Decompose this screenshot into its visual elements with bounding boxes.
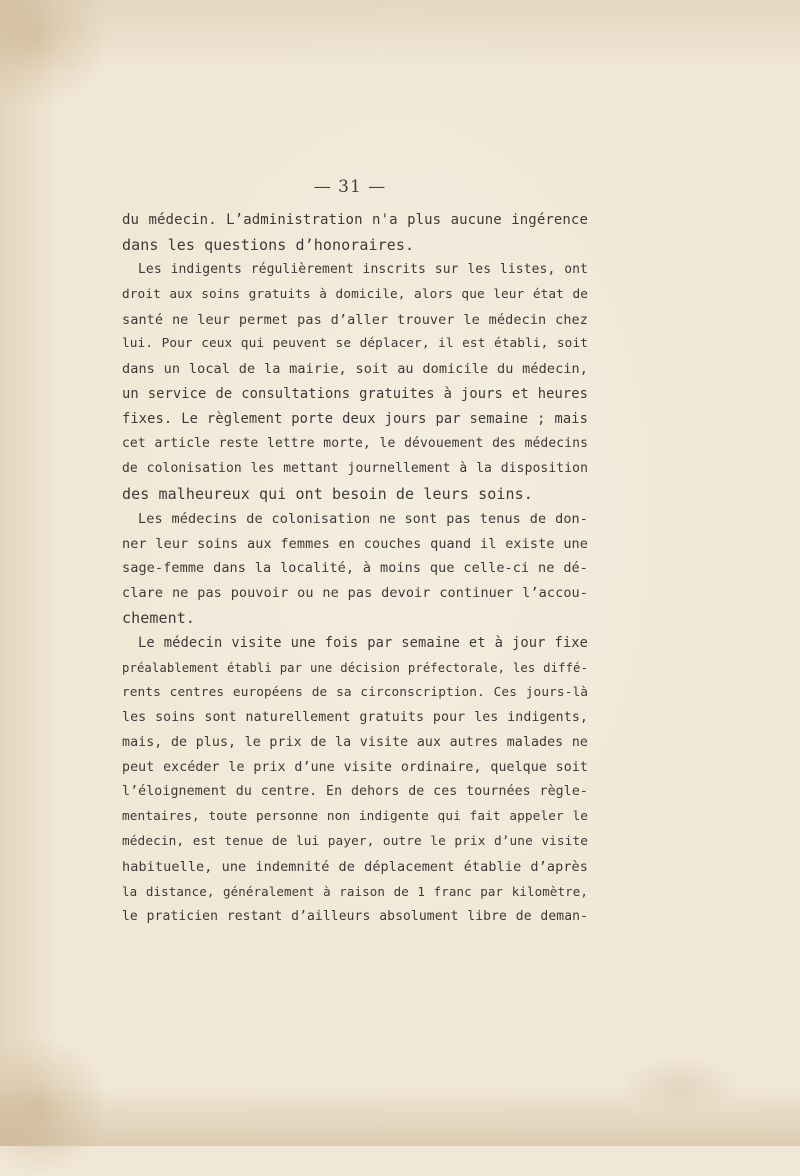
text-line: dans un local de la mairie, soit au domicile du médecin, xyxy=(122,361,588,378)
text-line: des malheureux qui ont besoin de leurs soins. xyxy=(122,484,533,503)
text-line: cet article reste lettre morte, le dévouement des médecins xyxy=(122,436,588,452)
text-line: mentaires, toute personne non indigente qui fait appeler le xyxy=(122,809,588,825)
text-line: un service de consultations gratuites à jours et heures xyxy=(122,386,588,403)
text-line: l’éloignement du centre. En dehors de ces tournées règle- xyxy=(122,784,588,800)
text-line: lui. Pour ceux qui peuvent se déplacer, il est établi, soit xyxy=(122,336,588,352)
text-line: santé ne leur permet pas d’aller trouver le médecin chez xyxy=(122,311,588,328)
text-line: clare ne pas pouvoir ou ne pas devoir continuer l’accou- xyxy=(122,585,588,602)
text-line: Les médecins de colonisation ne sont pas tenus de don- xyxy=(138,510,588,527)
paper-stain-top-left xyxy=(0,0,110,110)
text-line: le praticien restant d’ailleurs absolument libre de deman- xyxy=(122,908,588,924)
text-line: mais, de plus, le prix de la visite aux autres malades ne xyxy=(122,734,588,750)
text-line: dans les questions d’honoraires. xyxy=(122,235,415,254)
body-text xyxy=(122,208,588,930)
text-line: Les indigents régulièrement inscrits sur les listes, ont xyxy=(138,261,588,277)
text-line: les soins sont naturellement gratuits pour les indigents, xyxy=(122,709,588,725)
text-line: du médecin. L’administration n'a plus aucune ingérence xyxy=(122,212,588,228)
text-line: ner leur soins aux femmes en couches quand il existe une xyxy=(122,535,588,552)
text-line: droit aux soins gratuits à domicile, alors que leur état de xyxy=(122,286,588,302)
paper-stain-bottom-left xyxy=(0,1036,110,1176)
text-line: fixes. Le règlement porte deux jours par semaine ; mais xyxy=(122,411,588,428)
text-line: Le médecin visite une fois par semaine et à jour fixe xyxy=(138,635,588,652)
text-line: peut excéder le prix d’une visite ordinaire, quelque soit xyxy=(122,759,588,775)
text-line: médecin, est tenue de lui payer, outre le prix d’une visite xyxy=(122,834,588,850)
paper-stain-bottom-right xyxy=(620,1056,740,1116)
text-line: rents centres européens de sa circonscription. Ces jours-là xyxy=(122,684,588,700)
text-line: préalablement établi par une décision préfectorale, les diffé- xyxy=(122,661,588,676)
text-line: chement. xyxy=(122,609,196,628)
text-line: la distance, généralement à raison de 1 franc par kilomètre, xyxy=(122,884,588,900)
text-line: sage-femme dans la localité, à moins que celle-ci ne dé- xyxy=(122,560,588,577)
text-line: de colonisation les mettant journellement à la disposition xyxy=(122,460,588,476)
text-line: habituelle, une indemnité de déplacement établie d’après xyxy=(122,859,588,876)
page-number: — 31 — xyxy=(313,177,387,197)
